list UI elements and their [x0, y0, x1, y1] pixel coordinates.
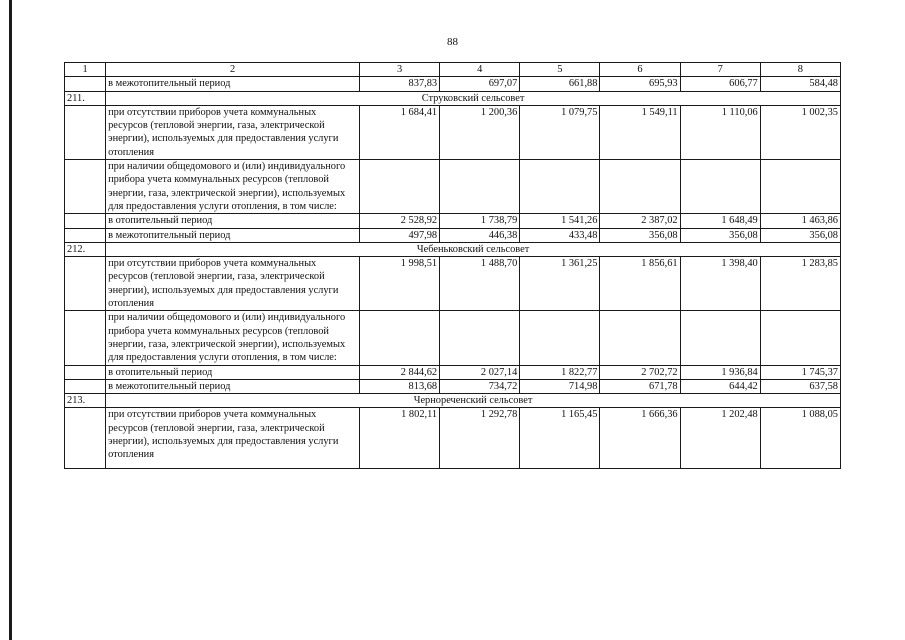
value-cell-col4: 1 488,70: [440, 257, 520, 311]
table-header-row: [65, 63, 841, 77]
value-cell-col5: 1 541,26: [520, 214, 600, 228]
value-cell-col3: [359, 311, 439, 365]
value-cell-col3: 1 802,11: [359, 408, 439, 469]
value-cell-col4: [440, 160, 520, 214]
value-cell-col6: 1 549,11: [600, 105, 680, 159]
value-cell-col8: 1 745,37: [760, 365, 840, 379]
value-cell-col5: 661,88: [520, 77, 600, 91]
value-cell-col5: [520, 311, 600, 365]
section-row: [65, 91, 841, 105]
value-cell-col8: [760, 160, 840, 214]
value-cell-col8: 1 463,86: [760, 214, 840, 228]
section-number: 212.: [65, 242, 106, 256]
row-label: при наличии общедомового и (или) индивидуального прибора учета коммунальных ресурсов (тепловой энергии, газа, электрической энергии), используемых для предоставления услуги отопления, в том числе:: [106, 311, 360, 365]
value-cell-col7: 1 648,49: [680, 214, 760, 228]
row-label: в отопительный период: [106, 365, 360, 379]
value-cell-col4: 1 200,36: [440, 105, 520, 159]
page-number: 88: [447, 36, 458, 48]
column-header-2: 2: [106, 63, 360, 77]
value-cell-col6: 1 666,36: [600, 408, 680, 469]
value-cell-col4: 734,72: [440, 379, 520, 393]
row-number-cell: [65, 214, 106, 228]
value-cell-col4: 446,38: [440, 228, 520, 242]
column-header-4: 4: [440, 63, 520, 77]
column-header-1: 1: [65, 63, 106, 77]
value-cell-col5: [520, 160, 600, 214]
value-cell-col3: 813,68: [359, 379, 439, 393]
value-cell-col6: 2 702,72: [600, 365, 680, 379]
row-number-cell: [65, 408, 106, 469]
value-cell-col6: 2 387,02: [600, 214, 680, 228]
value-cell-col4: 697,07: [440, 77, 520, 91]
value-cell-col8: 584,48: [760, 77, 840, 91]
row-label: при отсутствии приборов учета коммунальных ресурсов (тепловой энергии, газа, электрической энергии), используемых для предоставления услуги отопления: [106, 105, 360, 159]
value-cell-col3: 837,83: [359, 77, 439, 91]
value-cell-col8: [760, 311, 840, 365]
table-row: [65, 77, 841, 91]
row-number-cell: [65, 379, 106, 393]
section-title: Чебеньковский сельсовет: [106, 242, 841, 256]
column-header-3: 3: [359, 63, 439, 77]
table-body: [65, 63, 841, 469]
value-cell-col7: 1 936,84: [680, 365, 760, 379]
value-cell-col5: 1 822,77: [520, 365, 600, 379]
value-cell-col5: 1 165,45: [520, 408, 600, 469]
value-cell-col3: 1 684,41: [359, 105, 439, 159]
value-cell-col5: 433,48: [520, 228, 600, 242]
table-row: [65, 160, 841, 214]
row-label: в отопительный период: [106, 214, 360, 228]
value-cell-col6: 695,93: [600, 77, 680, 91]
column-header-7: 7: [680, 63, 760, 77]
table-row: [65, 379, 841, 393]
value-cell-col5: 1 079,75: [520, 105, 600, 159]
row-number-cell: [65, 257, 106, 311]
value-cell-col7: [680, 160, 760, 214]
section-title: Струковский сельсовет: [106, 91, 841, 105]
section-row: [65, 394, 841, 408]
value-cell-col7: 644,42: [680, 379, 760, 393]
value-cell-col3: 2 844,62: [359, 365, 439, 379]
value-cell-col7: 1 202,48: [680, 408, 760, 469]
value-cell-col5: 714,98: [520, 379, 600, 393]
column-header-6: 6: [600, 63, 680, 77]
value-cell-col7: 606,77: [680, 77, 760, 91]
value-cell-col4: 1 738,79: [440, 214, 520, 228]
column-header-5: 5: [520, 63, 600, 77]
table-row: [65, 228, 841, 242]
value-cell-col3: 1 998,51: [359, 257, 439, 311]
table-row: [65, 365, 841, 379]
value-cell-col8: 1 088,05: [760, 408, 840, 469]
value-cell-col6: 356,08: [600, 228, 680, 242]
table-row: [65, 105, 841, 159]
scan-edge-line: [9, 0, 12, 640]
row-number-cell: [65, 365, 106, 379]
value-cell-col6: [600, 311, 680, 365]
value-cell-col8: 637,58: [760, 379, 840, 393]
table-row: [65, 311, 841, 365]
value-cell-col6: 1 856,61: [600, 257, 680, 311]
value-cell-col6: 671,78: [600, 379, 680, 393]
value-cell-col7: [680, 311, 760, 365]
value-cell-col3: [359, 160, 439, 214]
value-cell-col3: 497,98: [359, 228, 439, 242]
table-row: [65, 214, 841, 228]
row-number-cell: [65, 228, 106, 242]
row-label: при наличии общедомового и (или) индивидуального прибора учета коммунальных ресурсов (тепловой энергии, газа, электрической энергии), используемых для предоставления услуги отопления, в том числе:: [106, 160, 360, 214]
value-cell-col4: [440, 311, 520, 365]
value-cell-col7: 356,08: [680, 228, 760, 242]
value-cell-col8: 356,08: [760, 228, 840, 242]
row-label: при отсутствии приборов учета коммунальных ресурсов (тепловой энергии, газа, электрической энергии), используемых для предоставления услуги отопления: [106, 257, 360, 311]
section-title: Чернореченский сельсовет: [106, 394, 841, 408]
column-header-8: 8: [760, 63, 840, 77]
row-label: в межотопительный период: [106, 379, 360, 393]
section-row: [65, 242, 841, 256]
row-number-cell: [65, 77, 106, 91]
value-cell-col8: 1 283,85: [760, 257, 840, 311]
table-row: [65, 408, 841, 469]
value-cell-col7: 1 110,06: [680, 105, 760, 159]
value-cell-col4: 2 027,14: [440, 365, 520, 379]
row-label: в межотопительный период: [106, 228, 360, 242]
value-cell-col7: 1 398,40: [680, 257, 760, 311]
value-cell-col4: 1 292,78: [440, 408, 520, 469]
row-label: в межотопительный период: [106, 77, 360, 91]
row-label: при отсутствии приборов учета коммунальных ресурсов (тепловой энергии, газа, электрической энергии), используемых для предоставления услуги отопления: [106, 408, 360, 469]
value-cell-col8: 1 002,35: [760, 105, 840, 159]
value-cell-col3: 2 528,92: [359, 214, 439, 228]
section-number: 211.: [65, 91, 106, 105]
row-number-cell: [65, 105, 106, 159]
section-number: 213.: [65, 394, 106, 408]
table-row: [65, 257, 841, 311]
row-number-cell: [65, 311, 106, 365]
row-number-cell: [65, 160, 106, 214]
tariff-table: [64, 62, 841, 469]
value-cell-col5: 1 361,25: [520, 257, 600, 311]
value-cell-col6: [600, 160, 680, 214]
